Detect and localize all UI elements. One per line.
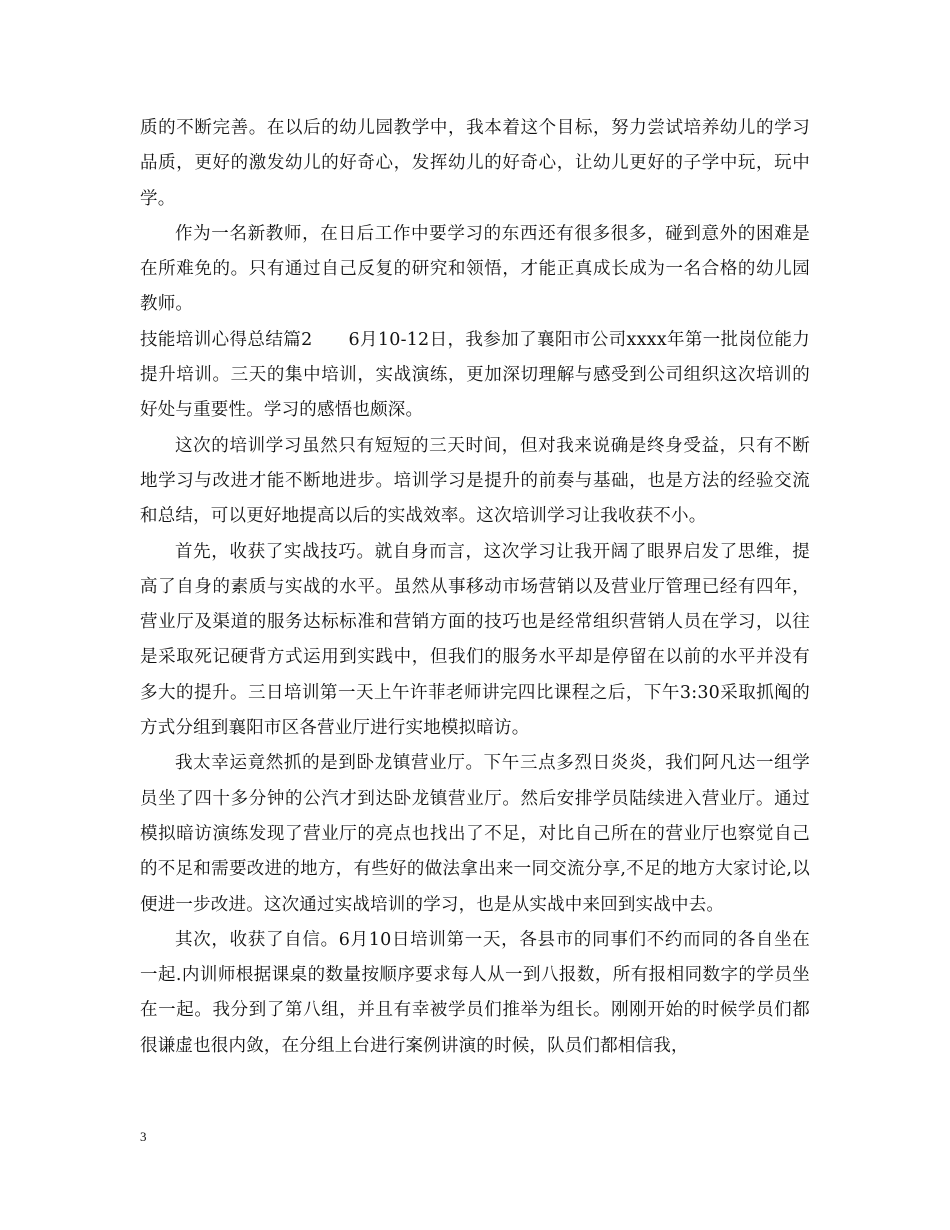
page-number: 3 [140,1129,147,1144]
paragraph: 质的不断完善。在以后的幼儿园教学中，我本着这个目标，努力尝试培养幼儿的学习品质，更好的激发幼儿的好奇心，发挥幼儿的好奇心，让幼儿更好的子学中玩，玩中学。 [140,118,810,209]
paragraph: 我太幸运竟然抓的是到卧龙镇营业厅。下午三点多烈日炎炎，我们阿凡达一组学员坐了四十多分钟的公汽才到达卧龙镇营业厅。然后安排学员陆续进入营业厅。通过模拟暗访演练发现了营业厅的亮点也找出了不足，对比自己所在的营业厅也察觉自己的不足和需要改进的地方，有些好的做法拿出来一同交流分享,不足的地方大家讨论,以便进一步改进。这次通过实战培训的学习，也是从实战中来回到实战中去。 [140,753,810,915]
body-text [140,111,810,1064]
paragraph: 作为一名新教师，在日后工作中要学习的东西还有很多很多，碰到意外的困难是在所难免的。只有通过自己反复的研究和领悟，才能正真成长成为一名合格的幼儿园教师。 [140,223,810,315]
paragraph: 技能培训心得总结篇2 6月10-12日，我参加了襄阳市公司xxxx年第一批岗位能力提升培训。三天的集中培训，实战演练，更加深切理解与感受到公司组织这次培训的好处与重要性。学习的感悟也颇深。 [140,329,810,421]
paragraph: 这次的培训学习虽然只有短短的三天时间，但对我来说确是终身受益，只有不断地学习与改进才能不断地进步。培训学习是提升的前奏与基础，也是方法的经验交流和总结，可以更好地提高以后的实战效率。这次培训学习让我收获不小。 [140,435,810,527]
paragraph: 首先，收获了实战技巧。就自身而言，这次学习让我开阔了眼界启发了思维，提高了自身的素质与实战的水平。虽然从事移动市场营销以及营业厅管理已经有四年，营业厅及渠道的服务达标标准和营销方面的技巧也是经常组织营销人员在学习，以往是采取死记硬背方式运用到实践中，但我们的服务水平却是停留在以前的水平并没有多大的提升。三日培训第一天上午许菲老师讲完四比课程之后，下午3:30采取抓阄的方式分组到襄阳市区各营业厅进行实地模拟暗访。 [140,541,810,739]
paragraph: 其次，收获了自信。6月10日培训第一天，各县市的同事们不约而同的各自坐在一起.内训师根据课桌的数量按顺序要求每人从一到八报数，所有报相同数字的学员坐在一起。我分到了第八组，并且有幸被学员们推举为组长。刚刚开始的时候学员们都很谦虚也很内敛，在分组上台进行案例讲演的时候，队员们都相信我， [140,929,810,1056]
